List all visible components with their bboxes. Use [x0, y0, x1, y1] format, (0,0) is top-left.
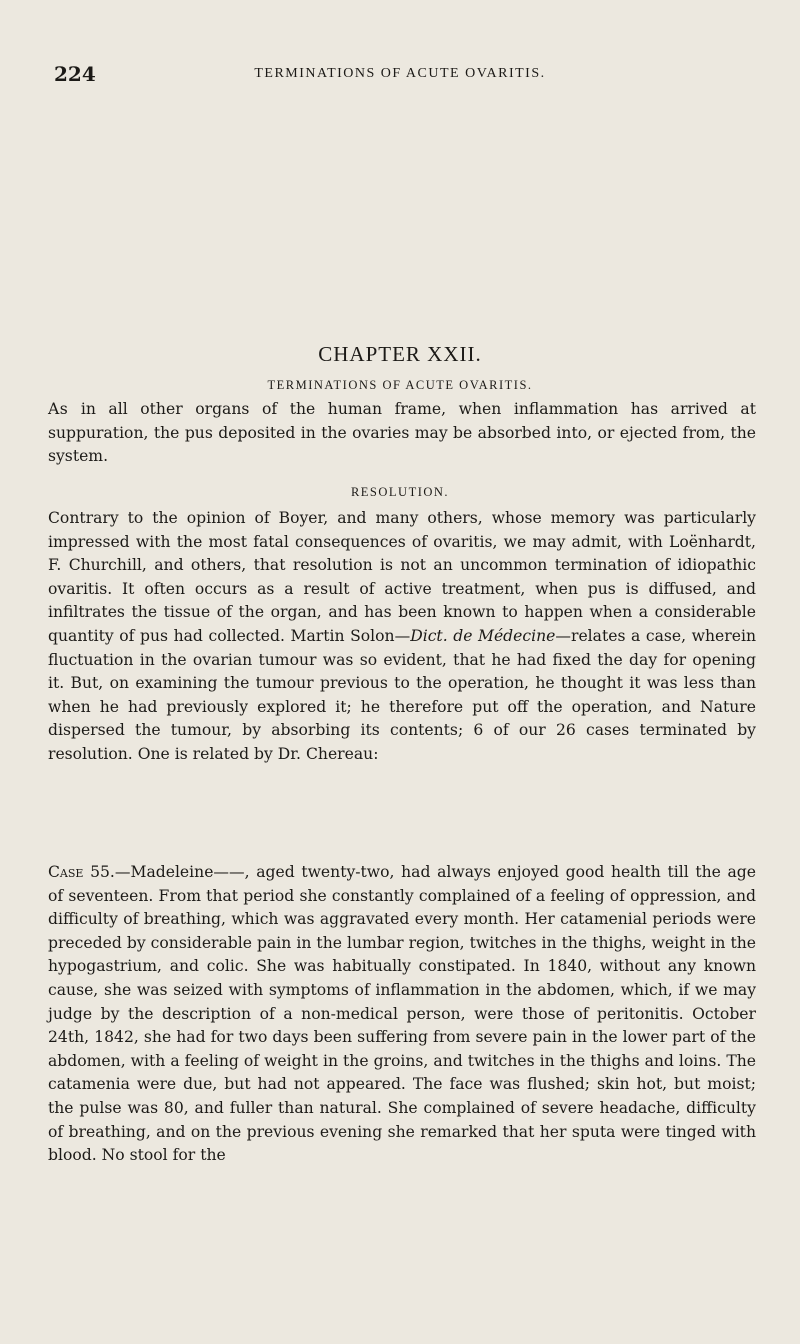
- resolution-paragraph: [48, 507, 756, 767]
- section-heading: RESOLUTION.: [350, 485, 450, 499]
- running-title: TERMINATIONS OF ACUTE OVARITIS.: [254, 66, 546, 81]
- chapter-subtitle: TERMINATIONS OF ACUTE OVARITIS.: [267, 378, 533, 392]
- citation-italic: Dict. de Médecine: [410, 626, 556, 645]
- running-head: [54, 62, 746, 90]
- resolution-text-part-2: —relates a case, wherein fluctuation in the ovarian tumour was so evident, that he had fixed the day for opening it. But, on examining the tumour previous to the operation, he thought it was less than when he had previously explored it; he therefore put off the operation, and Nature dispersed the tumour, by absorbing its contents; 6 of our 26 cases terminated by resolution. One is related by Dr. Chereau:: [48, 626, 756, 763]
- case-paragraph: [48, 861, 756, 1168]
- intro-text: in all other organs of the human frame, when inflammation has arrived at suppuration, the pus deposited in the ovaries may be absorbed into, or ejected from, the system.: [48, 400, 756, 466]
- page-number: 224: [54, 62, 96, 86]
- intro-lead-word: As: [48, 400, 69, 418]
- case-text: 55.—Madeleine——, aged twenty-two, had always enjoyed good health till the age of seventeen. From that period she constantly complained of a feeling of oppression, and difficulty of breathing, which was aggravated every month. Her catamenial periods were preceded by considerable pain in the lumbar region, twitches in the thighs, weight in the hypogastrium, and colic. She was habitually constipated. In 1840, without any known cause, she was seized with symptoms of inflammation in the abdomen, which, if we may judge by the description of a non-medical person, were those of peritonitis. October 24th, 1842, she had for two days been suffering from severe pain in the lower part of the abdomen, with a feeling of weight in the groins, and twitches in the thighs and loins. The catamenia were due, but had not appeared. The face was flushed; skin hot, but moist; the pulse was 80, and fuller than natural. She complained of severe headache, difficulty of breathing, and on the previous evening she remarked that her sputa were tinged with blood. No stool for the: [48, 863, 756, 1165]
- chapter-title: CHAPTER XXII.: [318, 342, 482, 366]
- resolution-text-part-1: Contrary to the opinion of Boyer, and many others, whose memory was particularly impressed with the most fatal consequences of ovaritis, we may admit, with Loënhardt, F. Churchill, and others, that resolution is not an uncommon termination of idiopathic ovaritis. It often occurs as a result of active treatment, when pus is diffused, and infiltrates the tissue of the organ, and has been known to happen when a considerable quantity of pus had collected. Martin Solon—: [48, 509, 756, 645]
- intro-paragraph: [48, 398, 756, 469]
- case-label: Case: [48, 863, 84, 881]
